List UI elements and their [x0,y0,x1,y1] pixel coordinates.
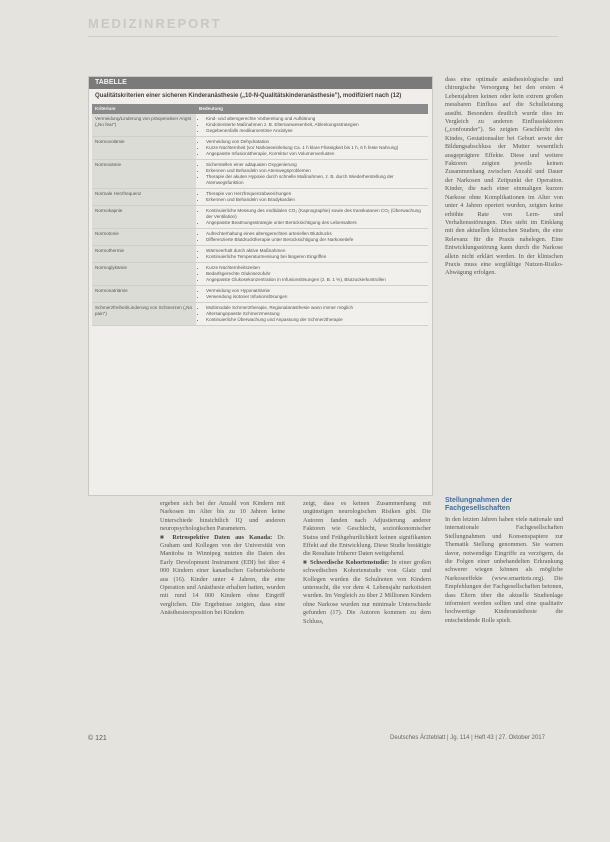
meaning-list [199,231,425,243]
text-run: Dr. Graham und Kollegen von der Universität von Manitoba in Winnipeg nutzten die Daten des Early Development Instrument (EDI) bei über 4 000 Kindern einer kanadischen Geburtskohorte aus (16). Kinder unter 4 Jahren, die eine Operation und Anästhesie erhalten hatten, wurden mit rund 14 000 Kindern ohne Eingriff verglichen. Die Ergebnisse zeigten, dass eine Anästhesieexposition bei Kindern [160,533,286,617]
meaning-list [199,265,425,283]
meaning-list [199,305,425,323]
table-row [92,246,428,263]
text-run: ergeben sich bei der Anzahl von Kindern mit Narkosen im Alter bis zu 10 Jahren keine Unterschiede hinsichtlich IQ und anderen neuropsychologischen Parametern. [160,500,285,533]
meaning-list [199,191,425,203]
list-item: • Kontinuierliche Temperaturmessung bei längeren Eingriffen [206,254,425,260]
header-divider [88,36,558,37]
meaning-cell [196,303,428,326]
list-item: • Multimodale Schmerztherapie, Regionalanästhesie wann immer möglich [206,305,425,311]
list-item: • Kindorientierte Maßnahmen z. B. Elternanwesenheit, Ablenkungsstrategien [206,122,425,128]
list-item: • Differenzierte Blutdrucktherapie unter Berücksichtigung der Narkosetiefe [206,237,425,243]
table-row [92,303,428,326]
text-run: In einer großen schwedischen Kohortenstudie von Glatz und Kollegen wurden die Schulnoten von Kindern untersucht, die vor dem 4. Lebensjahr narkotisiert wurden. Im Vergleich zu über 2 Millionen Kindern ohne Narkose wurden nur minimale Unterschiede gefunden (17). Die Autoren kommen zu dem Schluss, [303,558,431,625]
right-column-text-2 [445,516,563,625]
table-row [92,137,428,160]
table-row [92,229,428,246]
meaning-list [199,208,425,226]
meaning-cell [196,263,428,286]
journal-reference: Deutsches Ärzteblatt | Jg. 114 | Heft 43 | 27. Oktober 2017 [390,735,545,741]
criteria-table [92,104,428,326]
list-item: • Wärmeerhalt durch aktive Maßnahmen [206,248,425,254]
table-row [92,160,428,189]
page-number: © 121 [88,735,107,742]
criterion-cell: Vermeidung/Linderung von präoperativer Angst („No fear") [92,114,196,137]
table-box [88,76,433,496]
meaning-list [199,139,425,157]
list-item: • Erkennen und Behandeln von Atemwegsproblemen [206,168,425,174]
list-item: • Angepasste Infusionstherapie, Korrektur von Volumenverlusten [206,151,425,157]
table-row [92,263,428,286]
list-item: • Therapie der akuten Hypoxie durch schnelle Maßnahmen, z. B. durch Wiederherstellung der Atemwegsfunktion [206,174,425,186]
list-item: • Gegebenenfalls medikamentöse Anxiolyse [206,128,425,134]
meaning-cell [196,189,428,206]
bold-lead: Schwedische Kohortenstudie: [310,558,390,566]
list-item: • Kontinuierliche Überwachung und Anpassung der Schmerztherapie [206,317,425,323]
meaning-list [199,288,425,300]
list-item: • Vermeidung von Dehydratation [206,139,425,145]
paragraph [160,500,285,534]
table-label: TABELLE [89,77,432,89]
table-body [92,114,428,326]
list-item: • Vermeidung von Hyponatriämie [206,288,425,294]
list-item: • Kurze Nüchternheitszeiten [206,265,425,271]
criterion-cell: Normokapnie [92,206,196,229]
meaning-cell [196,206,428,229]
list-item: • Sicherstellen einer adäquaten Oxygenierung [206,162,425,168]
table-row [92,114,428,137]
paragraph [160,534,285,618]
criterion-cell: Schmerzfreiheit/Linderung von Schmerzen („No pain") [92,303,196,326]
list-item: • Erkennen und Behandeln von Bradykardien [206,197,425,203]
right-column-text [445,76,563,278]
meaning-cell [196,286,428,303]
list-item: • Bedarfsgerechte Glukosezufuhr [206,271,425,277]
meaning-cell [196,246,428,263]
middle-column-text [303,500,431,626]
list-item: • Therapie von Herzfrequenzabweichungen [206,191,425,197]
list-item: • Kontinuierliche Messung des endtidalen CO₂ (Kapnographie) sowie des transkutanen CO₂ (Überwachung der Ventilation) [206,208,425,220]
meaning-list [199,116,425,134]
table-row [92,189,428,206]
table-col-header: Kriterium [92,104,196,114]
meaning-list [199,162,425,186]
list-item: • Angepasste Beatmungsstrategie unter Berücksichtigung des Lebensalters [206,220,425,226]
meaning-cell [196,160,428,189]
bold-lead: Retrospektive Daten aus Kanada: [172,533,273,541]
subheading: Stellungnahmen der Fachgesellschaften [445,497,513,512]
paragraph: dass eine optimale anästhesiologische und chirurgische Versorgung bei den ersten 4 Lebensjahren keinen oder kein extrem großen messbaren Einfluss auf die Schulleistung ausübt. Besonders deutlich wurde dies im Vergleich zu anderen Einflussfaktoren („confounder"). So zeigten Geschlecht des Kindes, Gestationsalter bei Geburt sowie der Bildungsabschluss der Mutter wesentlich ausgeprägtere Effekte. Diese und weitere Faktoren zeigten jeweils keinen Zusammenhang zwischen Anzahl und Dauer der Narkosen und Zeitpunkt der Operation. Kinder, die nach einer einmaligen kurzen Narkose ohne Komplikationen im Alter von unter 4 Jahren operiert wurden, zeigten keine erhöhte Rate von Lern- und Verhaltensstörungen. Dies steht im Einklang mit den aktuellen klinischen Studien, die eine Relevanz für die Praxis nahelegen. Eine Entwicklungsstörung kann durch die Narkose allein nicht erklärt werden. In der klinischen Praxis muss eine sorgfältige Nutzen-Risiko-Abwägung erfolgen. [445,76,563,277]
section-header: MEDIZINREPORT [88,16,222,31]
criterion-cell: Normovolämie [92,137,196,160]
criterion-cell: Normonatriämie [92,286,196,303]
list-item: • Verwendung isotoner Infusionslösungen [206,294,425,300]
meaning-cell [196,229,428,246]
meaning-cell [196,114,428,137]
table-caption: Qualitätskriterien einer sicheren Kinderanästhesie („10-N-Qualitätskinderanästhesie"), modifiziert nach (12) [95,93,402,99]
criterion-cell: Normoglykämie [92,263,196,286]
criterion-cell: Normotonie [92,229,196,246]
list-item: • Kurze Nüchternheit (vor Narkoseeinleitung Ca. 1 h klare Flüssigkeit bis 1 h, 6 h feste Nahrung) [206,145,425,151]
criterion-cell: Normale Herzfrequenz [92,189,196,206]
criterion-cell: Normoxämie [92,160,196,189]
list-item: • Altersangepasste Schmerzmessung [206,311,425,317]
table-row [92,286,428,303]
square-bullet-icon: ■ [303,558,310,566]
list-item: • Kind- und altersgerechte Vorbereitung und Aufklärung [206,116,425,122]
square-bullet-icon: ■ [160,533,173,541]
list-item: • Angepasste Glukosekonzentration in Infusionslösungen (z. B. 1 %), Blutzuckerkontrollen [206,277,425,283]
paragraph [303,500,431,559]
criterion-cell: Normothermie [92,246,196,263]
text-run: zeigt, dass es keinen Zusammenhang mit ungünstigen neurologischen Risiken gibt. Die Autoren fanden nach Adjustierung anderer Faktoren wie Geschlecht, sozioökonomischer Status und Frühgeburtlichkeit keinen signifikanten Effekt auf die Entwicklung. Diese Studie bestätigte die Resultate früherer Daten weitgehend. [303,500,431,558]
meaning-cell [196,137,428,160]
left-column-text [160,500,285,618]
table-row [92,206,428,229]
table-col-header: Bedeutung [196,104,428,114]
paragraph [303,559,431,626]
meaning-list [199,248,425,260]
paragraph: In den letzten Jahren haben viele nationale und internationale Fachgesellschaften Stellungnahmen und Konsenspapiere zur Thematik Stellung genommen. Sie warnen davor, notwendige Eingriffe zu verzögern, da die Folgen einer unbehandelten Erkrankung schwerer wiegen können als mögliche Narkoseeffekte (www.smarttots.org). Die Empfehlungen der Fachgesellschaften betonen, dass Eltern über die aktuelle Studienlage informiert werden sollten und eine qualitativ hochwertige Kinderanästhesie die entscheidende Rolle spielt. [445,516,563,624]
list-item: • Aufrechterhaltung eines altersgerechten arteriellen Blutdrucks [206,231,425,237]
table-header-row [92,104,428,114]
